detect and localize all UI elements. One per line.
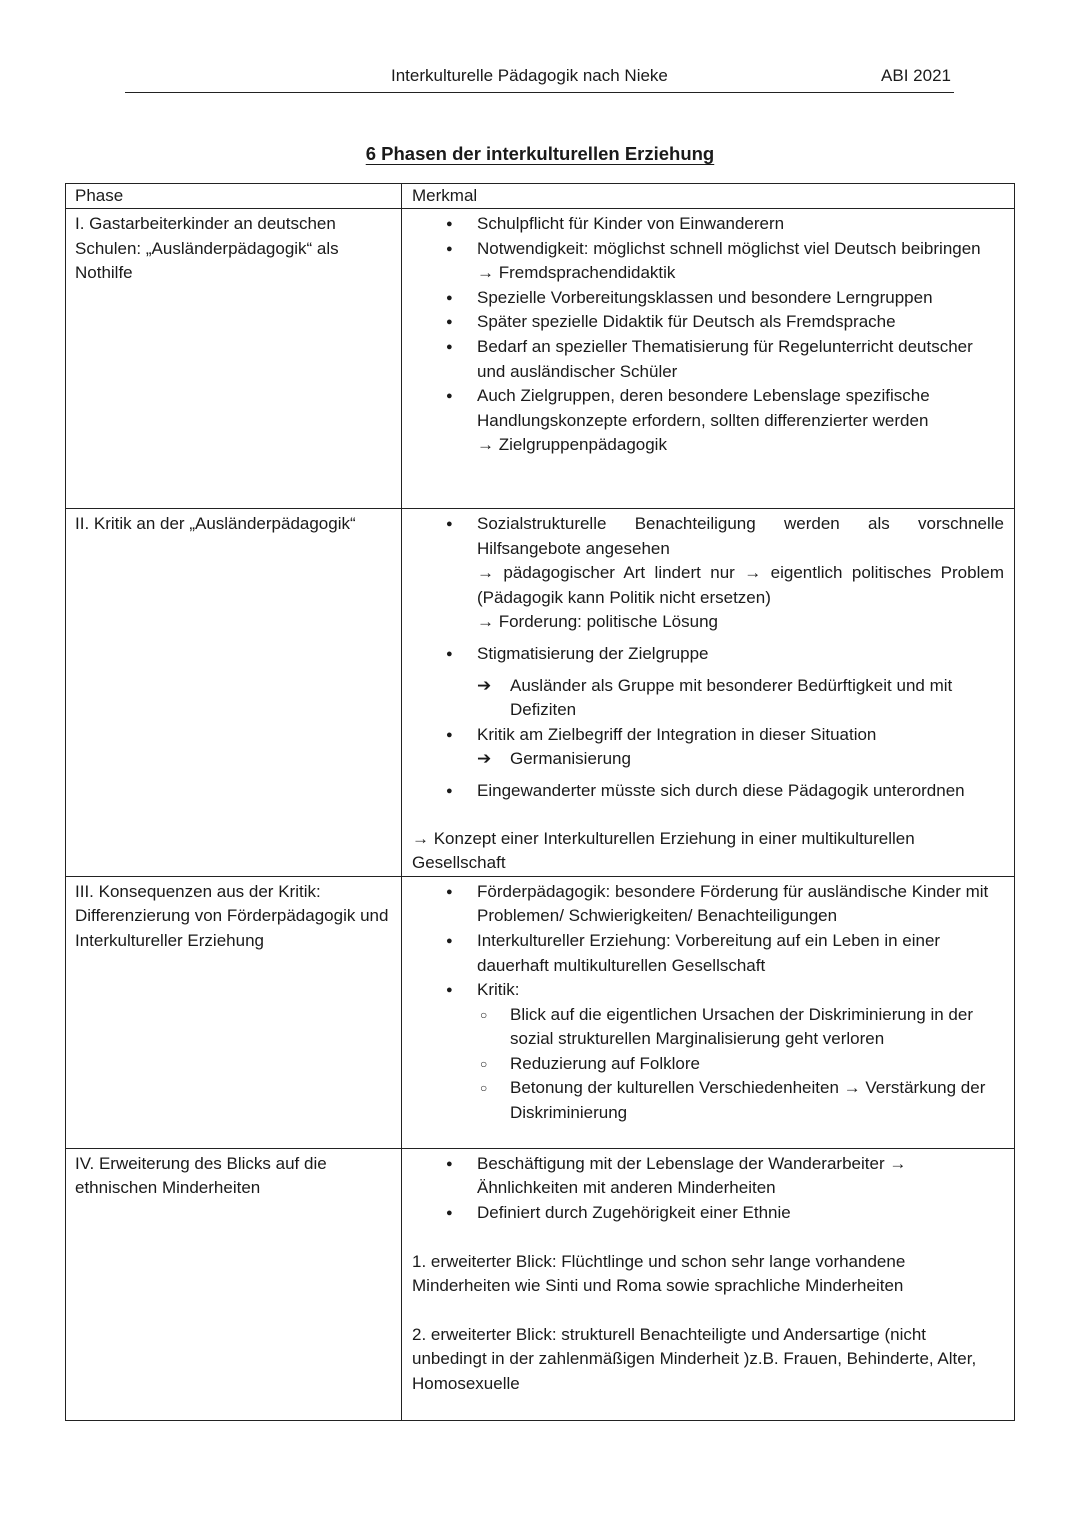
sub-list-item: ○ Betonung der kulturellen Verschiedenheiten → Verstärkung der Diskriminierung [477, 1076, 1004, 1125]
list-item [412, 512, 1004, 635]
list-item: ● Beschäftigung mit der Lebenslage der Wanderarbeiter → Ähnlichkeiten mit anderen Minderheiten [412, 1152, 1004, 1201]
list-item [412, 237, 1004, 286]
arrow-note: → Fremdsprachendidaktik [477, 263, 676, 283]
merkmal-cell [402, 876, 1015, 1148]
sub-list-item: ○ Blick auf die eigentlichen Ursachen der Diskriminierung in der sozial strukturellen Marginalisierung geht verloren [477, 1003, 1004, 1052]
document-title-text: 6 Phasen der interkulturellen Erziehung [365, 143, 715, 164]
merkmal-cell [402, 1148, 1015, 1420]
arrow-subpoint [477, 674, 1004, 723]
arrow-subpoint-text: Germanisierung [510, 749, 631, 769]
merkmal-cell [402, 509, 1015, 877]
merkmal-cell [402, 209, 1015, 509]
document-title [0, 143, 1080, 165]
list-item: ● Interkultureller Erziehung: Vorbereitung auf ein Leben in einer dauerhaft multikulturellen Gesellschaft [412, 929, 1004, 978]
sub-list [477, 1003, 1004, 1126]
arrow-icon: ➔ [477, 749, 492, 769]
phase-cell: III. Konsequenzen aus der Kritik: Differenzierung von Förderpädagogik und Interkultureller Erziehung [66, 876, 402, 1148]
phase-cell: I. Gastarbeiterkinder an deutschen Schulen: „Ausländerpädagogik“ als Nothilfe [66, 209, 402, 509]
list-item: ● Bedarf an spezieller Thematisierung für Regelunterricht deutscher und ausländischer Schüler [412, 335, 1004, 384]
phase-cell: IV. Erweiterung des Blicks auf die ethnischen Minderheiten [66, 1148, 402, 1420]
sub-list-item: ○ Reduzierung auf Folklore [477, 1052, 1004, 1077]
table-row [66, 209, 1015, 509]
list-item [412, 384, 1004, 458]
bullet-list [412, 512, 1004, 804]
list-item [412, 978, 1004, 1126]
table-header-row [66, 184, 1015, 209]
bullet-list [412, 212, 1004, 458]
list-item-text: ● Sozialstrukturelle Benachteiligung werden als vorschnelle Hilfsangebote angesehen [477, 514, 1004, 558]
header-merkmal: Merkmal [402, 184, 1015, 209]
list-item: ● Definiert durch Zugehörigkeit einer Ethnie [412, 1201, 1004, 1226]
list-item: ● Spezielle Vorbereitungsklassen und besondere Lerngruppen [412, 286, 1004, 311]
bullet-list [412, 880, 1004, 1126]
bullet-list [412, 1152, 1004, 1226]
arrow-subpoint-text: Ausländer als Gruppe mit besonderer Bedürftigkeit und mit Defiziten [510, 675, 953, 720]
page-header [125, 62, 954, 93]
list-item-text: Stigmatisierung der Zielgruppe [477, 643, 709, 663]
arrow-note: → Forderung: politische Lösung [477, 612, 718, 632]
conclusion-text: → Konzept einer Interkulturellen Erziehung in einer multikulturellen Gesellschaft [412, 828, 915, 873]
phases-table [65, 183, 1015, 1421]
table-row [66, 876, 1015, 1148]
header-phase: Phase [66, 184, 402, 209]
list-item: ● Eingewanderter müsste sich durch diese Pädagogik unterordnen [412, 779, 1004, 804]
header-title: Interkulturelle Pädagogik nach Nieke [391, 66, 668, 85]
arrow-note: → Zielgruppenpädagogik [477, 435, 667, 455]
list-item-text: Notwendigkeit: möglichst schnell möglichst viel Deutsch beibringen [477, 238, 981, 258]
list-item-text: Kritik am Zielbegriff der Integration in dieser Situation [477, 724, 877, 744]
arrow-subpoint [477, 747, 1004, 772]
paragraph: 2. erweiterter Blick: strukturell Benachteiligte und Andersartige (nicht unbedingt in der zahlenmäßigen Minderheit )z.B. Frauen, Behinderte, Alter, Homosexuelle [412, 1324, 977, 1393]
list-item [412, 723, 1004, 772]
arrow-note: → pädagogischer Art lindert nur → eigentlich politisches Problem (Pädagogik kann Politik nicht ersetzen) [477, 563, 1004, 607]
header-year: ABI 2021 [881, 66, 951, 85]
table-row [66, 1148, 1015, 1420]
list-item: ● Förderpädagogik: besondere Förderung für ausländische Kinder mit Problemen/ Schwierigkeiten/ Benachteiligungen [412, 880, 1004, 929]
arrow-icon: ➔ [477, 675, 492, 695]
list-item-text: Kritik: [477, 980, 520, 1000]
list-item-text: Auch Zielgruppen, deren besondere Lebenslage spezifische Handlungskonzepte erfordern, sollten differenzierter werden [477, 386, 930, 430]
paragraph: 1. erweiterter Blick: Flüchtlinge und schon sehr lange vorhandene Minderheiten wie Sinti und Roma sowie sprachliche Minderheiten [412, 1251, 906, 1296]
phase-cell: II. Kritik an der „Ausländerpädagogik“ [66, 509, 402, 877]
list-item: ● Später spezielle Didaktik für Deutsch als Fremdsprache [412, 310, 1004, 335]
list-item: ● Schulpflicht für Kinder von Einwanderern [412, 212, 1004, 237]
list-item [412, 642, 1004, 723]
table-row [66, 509, 1015, 877]
